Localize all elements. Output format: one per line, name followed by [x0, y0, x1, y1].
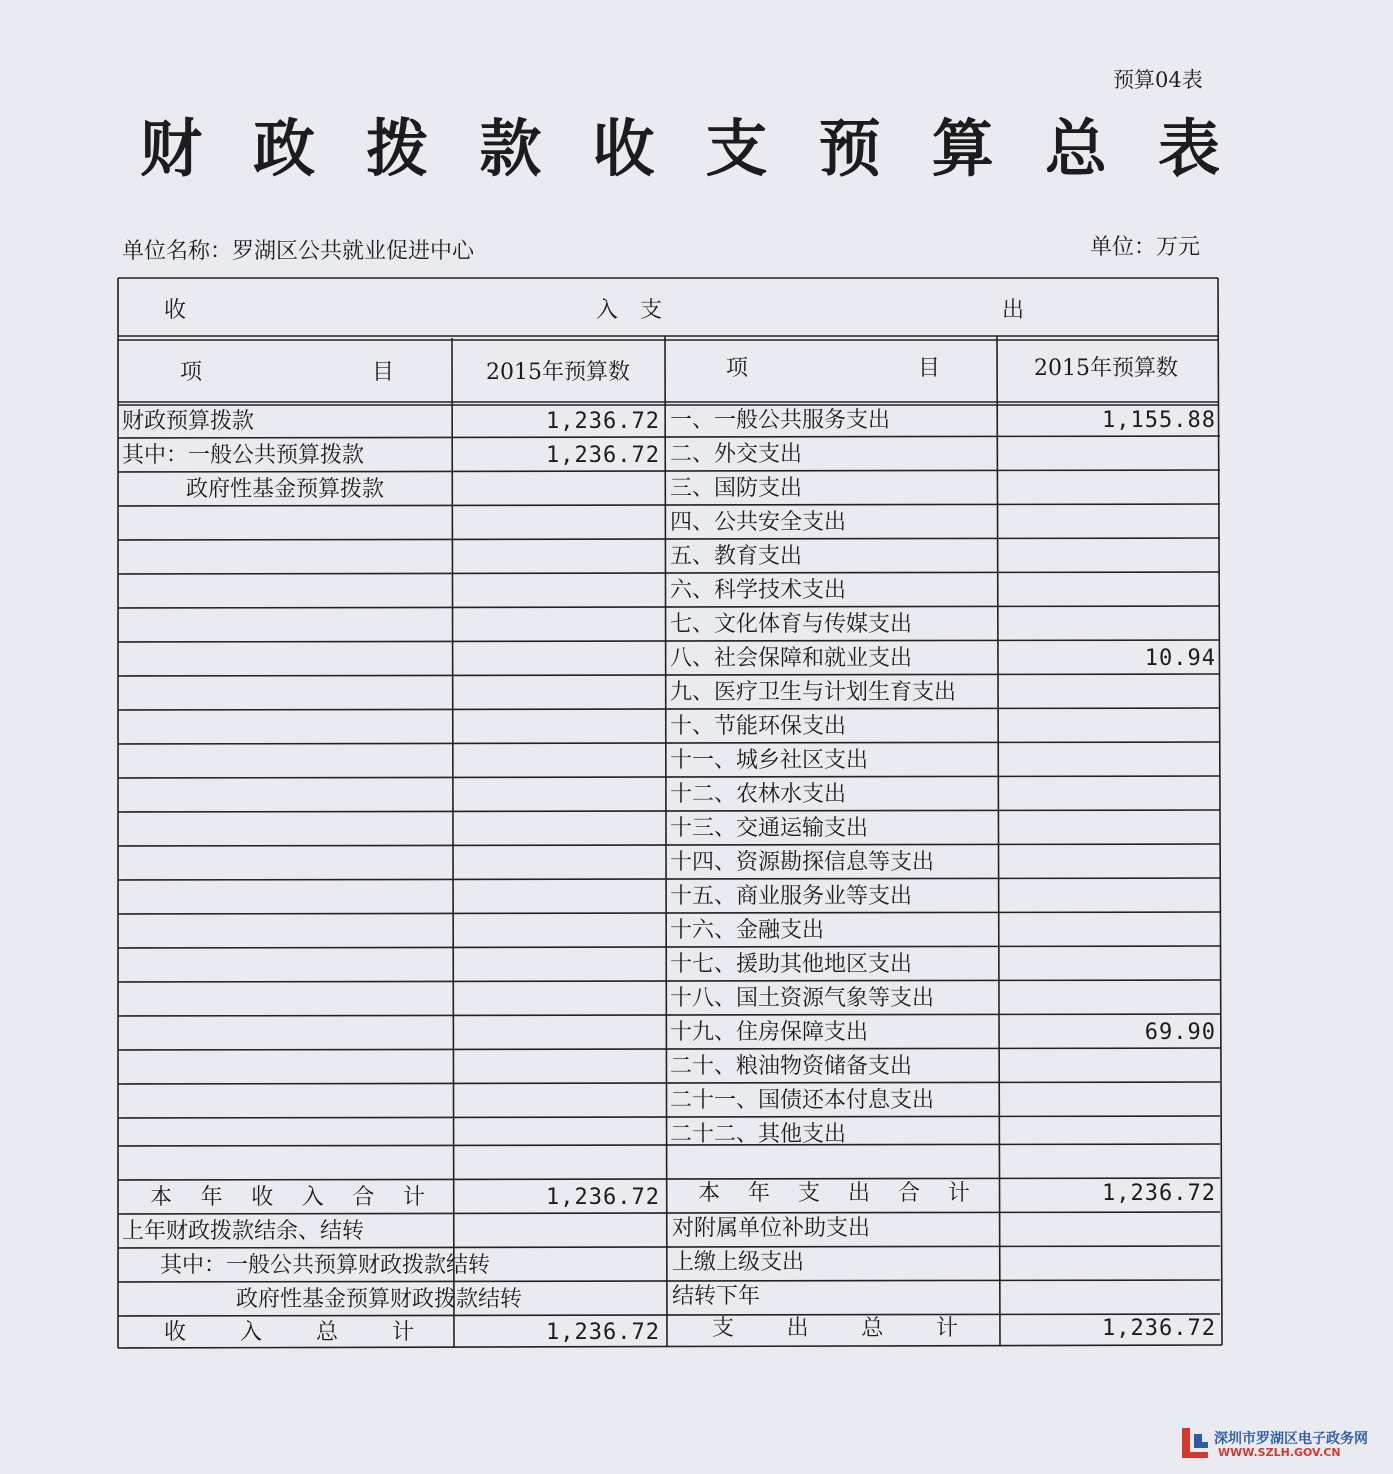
expense-row-label: 一、一般公共服务支出: [670, 408, 891, 433]
grand-expense-total-label: [712, 1318, 958, 1340]
year-income-char: 年: [200, 1185, 223, 1210]
grid-line: [118, 844, 1220, 846]
year-expense-char: 出: [847, 1181, 870, 1206]
prior-fund-label: 政府性基金预算财政拨款结转: [236, 1287, 523, 1312]
grid-line: [118, 1314, 1220, 1316]
expense-row-label: 十五、商业服务业等支出: [670, 884, 913, 909]
grand-income-char: 收: [164, 1320, 187, 1345]
year-income-char: 入: [301, 1185, 324, 1210]
grid-line: [118, 436, 1220, 438]
subsidy-label: 对附属单位补助支出: [672, 1216, 871, 1241]
grand-expense-char: 出: [786, 1316, 809, 1341]
prior-balance-label: 上年财政拨款结余、结转: [122, 1219, 365, 1244]
expense-row-label: 十一、城乡社区支出: [670, 748, 869, 773]
grid-line: [118, 810, 1220, 812]
expense-row-label: 八、社会保障和就业支出: [670, 646, 913, 671]
grid-line: [665, 336, 667, 1346]
expense-row-value: 69.90: [1144, 1020, 1216, 1045]
form-number: 预算04表: [1113, 68, 1203, 92]
expense-row-label: 二十二、其他支出: [670, 1122, 847, 1147]
expense-row-value: 1,155.88: [1102, 408, 1216, 433]
grid-line: [118, 470, 1220, 472]
year-income-char: 计: [402, 1185, 425, 1210]
expense-row-label: 五、教育支出: [670, 544, 803, 569]
grid-line: [118, 538, 1220, 540]
year-income-char: 收: [251, 1185, 274, 1210]
grid-line: [118, 776, 1220, 778]
expense-row-label: 二、外交支出: [670, 442, 803, 467]
grid-line: [118, 1082, 1220, 1084]
year-expense-char: 支: [797, 1181, 820, 1206]
remit-label: 上缴上级支出: [672, 1250, 805, 1275]
grid-line: [118, 1048, 1220, 1050]
grid-line: [118, 1280, 1220, 1282]
expense-row-label: 十三、交通运输支出: [670, 816, 869, 841]
title-char: 收: [592, 112, 655, 185]
grand-expense-char: 计: [935, 1316, 958, 1341]
header-divider-right: 支: [640, 298, 663, 323]
carry-forward-label: 结转下年: [672, 1284, 761, 1309]
header-divider-left: 入: [596, 298, 619, 323]
income-row-label: 财政预算拨款: [122, 409, 255, 434]
expense-row-label: 十九、住房保障支出: [670, 1020, 869, 1045]
header-income: 收: [164, 298, 187, 323]
grid-line: [118, 946, 1220, 948]
grid-line: [118, 1212, 1220, 1214]
expense-row-label: 十、节能环保支出: [670, 714, 847, 739]
grand-income-char: 计: [391, 1320, 414, 1345]
site-logo-icon: [1178, 1424, 1214, 1462]
year-income-total-value: 1,236.72: [546, 1185, 660, 1210]
grand-income-char: 入: [239, 1320, 262, 1345]
expense-row-label: 九、医疗卫生与计划生育支出: [670, 680, 957, 705]
grand-income-total-label: [164, 1322, 414, 1344]
grand-expense-char: 总: [861, 1316, 884, 1341]
unit-name: 单位名称：罗湖区公共就业促进中心: [122, 239, 475, 264]
year-income-char: 合: [352, 1185, 375, 1210]
expense-row-label: 二十一、国债还本付息支出: [670, 1088, 935, 1113]
header-item-right-a: 项: [726, 356, 749, 381]
expense-row-value: 10.94: [1144, 646, 1216, 671]
year-expense-char: 本: [698, 1181, 721, 1206]
grand-income-char: 总: [315, 1320, 338, 1345]
title-char: 算: [931, 112, 994, 185]
year-expense-char: 合: [897, 1181, 920, 1206]
grid-line: [118, 1345, 1222, 1348]
grid-line: [118, 708, 1220, 710]
income-row-label: 政府性基金预算拨款: [186, 477, 385, 502]
grid-line: [118, 1014, 1220, 1016]
year-expense-char: 年: [747, 1181, 770, 1206]
year-expense-total-label: [698, 1183, 970, 1205]
header-budget-left: 2015年预算数: [486, 360, 630, 385]
grand-expense-total-value: 1,236.72: [1102, 1316, 1216, 1341]
header-item-right-b: 目: [918, 356, 941, 381]
expense-row-label: 二十、粮油物资储备支出: [670, 1054, 913, 1079]
expense-row-label: 十四、资源勘探信息等支出: [670, 850, 935, 875]
grid-line: [118, 912, 1220, 914]
title-char: 拨: [366, 112, 429, 185]
grid-line: [118, 1144, 1220, 1146]
site-watermark: [1178, 1424, 1378, 1464]
prior-general-label: 其中：一般公共预算财政拨款结转: [160, 1253, 491, 1278]
year-income-total-label: [150, 1187, 425, 1209]
income-row-label: 其中：一般公共预算拨款: [122, 443, 365, 468]
grand-expense-char: 支: [712, 1316, 735, 1341]
header-expense: 出: [1002, 298, 1025, 323]
grid-line: [118, 878, 1220, 880]
title-char: 总: [1044, 112, 1107, 185]
grand-income-total-value: 1,236.72: [546, 1320, 660, 1345]
grid-line: [118, 1246, 1220, 1248]
expense-row-label: 四、公共安全支出: [670, 510, 847, 535]
title-char: 款: [479, 112, 542, 185]
grid-line: [118, 980, 1220, 982]
grid-line: [118, 640, 1220, 642]
year-income-char: 本: [150, 1185, 173, 1210]
expense-row-label: 十八、国土资源气象等支出: [670, 986, 935, 1011]
income-row-value: 1,236.72: [546, 443, 660, 468]
title-char: 政: [253, 112, 316, 185]
header-item-left-b: 目: [372, 360, 395, 385]
title-char: 表: [1157, 112, 1220, 185]
grid-line: [118, 742, 1220, 744]
unit-label: 单位：万元: [1090, 235, 1201, 260]
expense-row-label: 十六、金融支出: [670, 918, 825, 943]
expense-row-label: 十二、农林水支出: [670, 782, 847, 807]
grid-line: [1218, 278, 1222, 1345]
expense-row-label: 十七、援助其他地区支出: [670, 952, 913, 977]
expense-row-label: 六、科学技术支出: [670, 578, 847, 603]
grid-line: [118, 1116, 1220, 1118]
grid-line: [118, 504, 1220, 506]
title-char: 财: [140, 112, 203, 185]
expense-row-label: 三、国防支出: [670, 476, 803, 501]
grid-line: [118, 606, 1220, 608]
header-budget-right: 2015年预算数: [1034, 356, 1178, 381]
year-expense-total-value: 1,236.72: [1102, 1181, 1216, 1206]
header-item-left-a: 项: [180, 360, 203, 385]
grid-line: [118, 1178, 1220, 1180]
grid-line: [118, 572, 1220, 574]
watermark-en: WWW.SZLH.GOV.CN: [1218, 1446, 1341, 1459]
grid-line: [118, 674, 1220, 676]
year-expense-char: 计: [947, 1181, 970, 1206]
income-row-value: 1,236.72: [546, 409, 660, 434]
title-char: 预: [818, 112, 881, 185]
watermark-cn: 深圳市罗湖区电子政务网: [1214, 1431, 1368, 1447]
expense-row-label: 七、文化体育与传媒支出: [670, 612, 913, 637]
title-char: 支: [705, 112, 768, 185]
